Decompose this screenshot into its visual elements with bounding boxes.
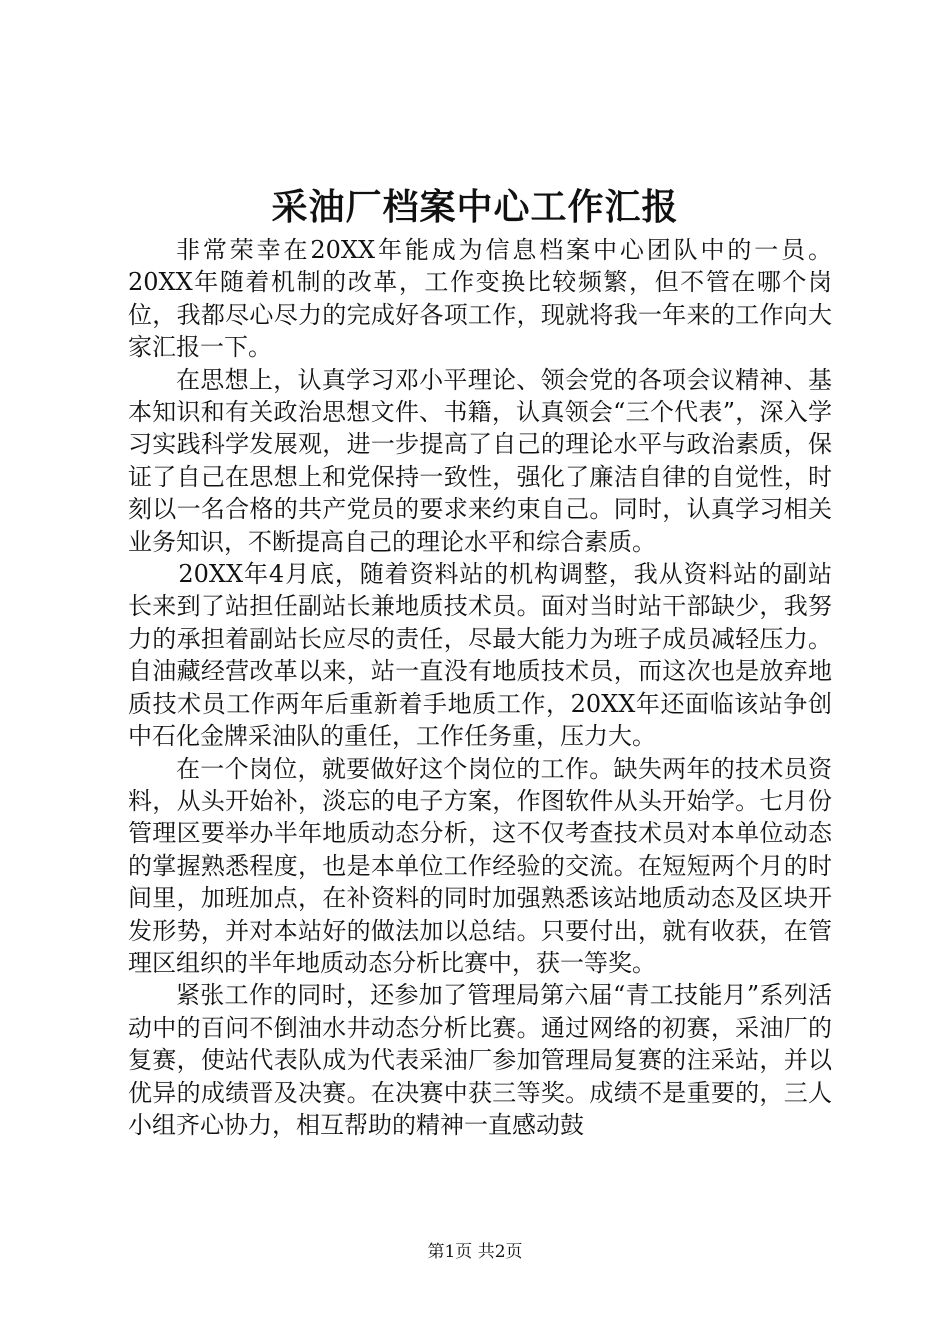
paragraph-1: 非常荣幸在20XX年能成为信息档案中心团队中的一员。20XX年随着机制的改革，工作变换比较频繁，但不管在哪个岗位，我都尽心尽力的完成好各项工作，现就将我一年来的工作向大家汇报一下。 [128,236,832,362]
paragraph-2: 在思想上，认真学习邓小平理论、领会党的各项会议精神、基本知识和有关政治思想文件、书籍，认真领会“三个代表”，深入学习实践科学发展观，进一步提高了自己的理论水平与政治素质，保证了自己在思想上和党保持一致性，强化了廉洁自律的自觉性，时刻以一名合格的共产党员的要求来约束自己。同时，认真学习相关业务知识，不断提高自己的理论水平和综合素质。 [128,365,832,556]
paragraph-4: 在一个岗位，就要做好这个岗位的工作。缺失两年的技术员资料，从头开始补，淡忘的电子方案，作图软件从头开始学。七月份管理区要举办半年地质动态分析，这不仅考查技术员对本单位动态的掌握熟悉程度，也是本单位工作经验的交流。在短短两个月的时间里，加班加点，在补资料的同时加强熟悉该站地质动态及区块开发形势，并对本站好的做法加以总结。只要付出，就有收获，在管理区组织的半年地质动态分析比赛中，获一等奖。 [128,754,832,977]
document-body [128,234,832,1141]
page-number-footer: 第1页 共2页 [427,1242,523,1262]
document-title: 采油厂档案中心工作汇报 [271,186,679,228]
paragraph-5: 紧张工作的同时，还参加了管理局第六届“青工技能月”系列活动中的百问不倒油水井动态分析比赛。通过网络的初赛，采油厂的复赛，使站代表队成为代表采油厂参加管理局复赛的注采站，并以优异的成绩晋及决赛。在决赛中获三等奖。成绩不是重要的，三人小组齐心协力，相互帮助的精神一直感动鼓 [128,981,832,1139]
paragraph-3: 20XX年4月底，随着资料站的机构调整，我从资料站的副站长来到了站担任副站长兼地质技术员。面对当时站干部缺少，我努力的承担着副站长应尽的责任，尽最大能力为班子成员减轻压力。自油藏经营改革以来，站一直没有地质技术员，而这次也是放弃地质技术员工作两年后重新着手地质工作，20XX年还面临该站争创中石化金牌采油队的重任，工作任务重，压力大。 [128,560,832,751]
